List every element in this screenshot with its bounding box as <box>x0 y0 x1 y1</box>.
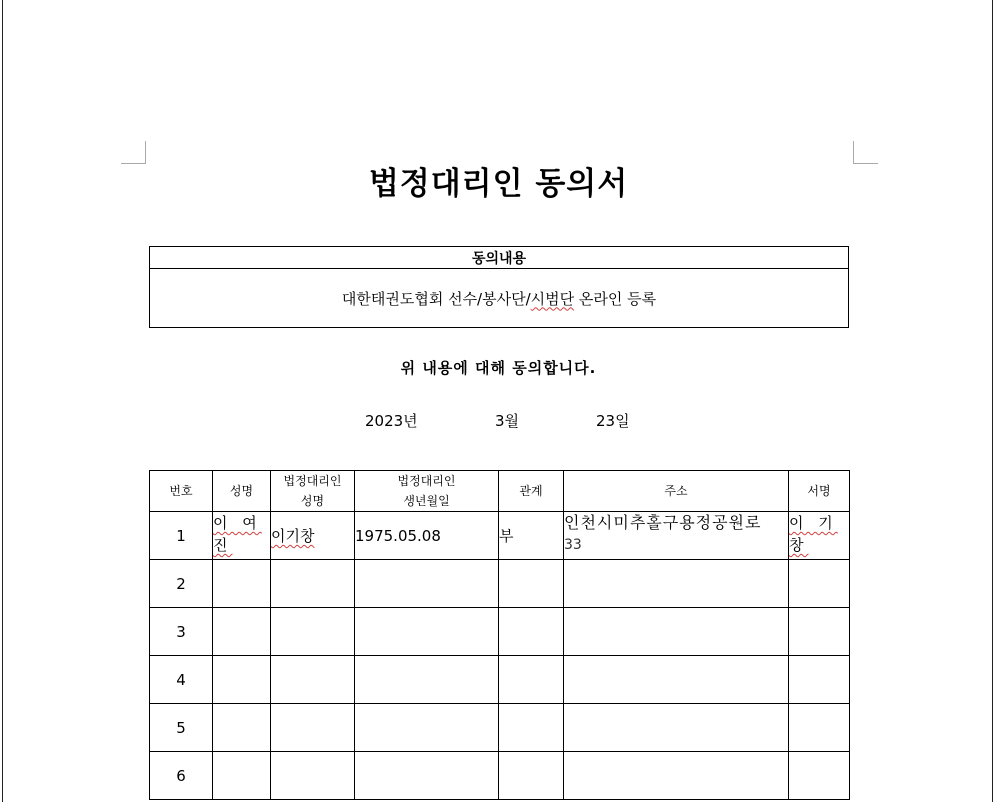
cell-number[interactable]: 5 <box>150 704 213 752</box>
cell-number[interactable]: 1 <box>150 512 213 560</box>
cell-name[interactable] <box>213 512 271 560</box>
cell-guardian-name[interactable] <box>271 608 355 656</box>
cell-name[interactable] <box>213 608 271 656</box>
cell-guardian-birth[interactable] <box>355 608 499 656</box>
cell-guardian-birth[interactable]: 1975.05.08 <box>355 512 499 560</box>
cell-signature[interactable] <box>789 512 850 560</box>
header-number: 번호 <box>150 471 213 512</box>
cell-relation[interactable] <box>499 752 564 800</box>
cell-address[interactable] <box>564 752 789 800</box>
header-address: 주소 <box>564 471 789 512</box>
table-row <box>150 704 850 752</box>
cell-signature[interactable] <box>789 656 850 704</box>
cell-address-line1: 인천시미추홀구용정공원로 <box>564 513 762 532</box>
cell-address-line2: 33 <box>564 537 582 553</box>
guardian-roster-table <box>149 470 850 800</box>
table-row <box>150 752 850 800</box>
cell-guardian-birth[interactable] <box>355 704 499 752</box>
header-guardian-birth <box>355 471 499 512</box>
cell-guardian-name-text: 이기창 <box>271 527 315 545</box>
table-row <box>150 608 850 656</box>
agreement-text[interactable]: 위 내용에 대해 동의합니다. <box>400 359 597 377</box>
cell-name[interactable] <box>213 752 271 800</box>
cell-address[interactable] <box>564 704 789 752</box>
cell-signature[interactable] <box>789 608 850 656</box>
cell-address[interactable] <box>564 560 789 608</box>
cell-guardian-name[interactable] <box>271 704 355 752</box>
cell-signature[interactable] <box>789 752 850 800</box>
cell-guardian-name[interactable] <box>271 656 355 704</box>
cell-relation[interactable] <box>499 656 564 704</box>
cell-name-text: 이 여 진 <box>213 514 262 554</box>
header-signature: 서명 <box>789 471 850 512</box>
header-name: 성명 <box>213 471 271 512</box>
table-row <box>150 656 850 704</box>
date-month[interactable]: 3월 <box>495 412 520 430</box>
cell-relation[interactable] <box>499 608 564 656</box>
cell-address[interactable] <box>564 656 789 704</box>
cell-guardian-birth[interactable] <box>355 560 499 608</box>
table-header-row <box>150 471 850 512</box>
cell-guardian-name[interactable] <box>271 512 355 560</box>
cell-signature[interactable] <box>789 560 850 608</box>
date-day[interactable]: 23일 <box>596 412 630 430</box>
consent-content-highlight: 시범단 <box>530 289 575 308</box>
cell-number[interactable]: 3 <box>150 608 213 656</box>
cell-address[interactable] <box>564 608 789 656</box>
consent-content-suffix: 온라인 등록 <box>574 289 657 308</box>
cell-guardian-birth[interactable] <box>355 752 499 800</box>
date-year[interactable]: 2023년 <box>365 412 418 430</box>
consent-content-box <box>149 246 849 328</box>
cell-name[interactable] <box>213 656 271 704</box>
cell-name[interactable] <box>213 560 271 608</box>
cell-number[interactable]: 6 <box>150 752 213 800</box>
header-guardian-name <box>271 471 355 512</box>
cell-relation[interactable] <box>499 560 564 608</box>
cell-relation[interactable]: 부 <box>499 512 564 560</box>
cell-name[interactable] <box>213 704 271 752</box>
document-title[interactable]: 법정대리인 동의서 <box>368 166 629 202</box>
cell-relation[interactable] <box>499 704 564 752</box>
cell-signature[interactable] <box>789 704 850 752</box>
cell-signature-text: 이 기 창 <box>789 514 838 554</box>
header-guardian-birth-line1: 법정대리인 <box>397 474 456 488</box>
cell-number[interactable]: 2 <box>150 560 213 608</box>
consent-header[interactable]: 동의내용 <box>150 247 849 269</box>
cell-guardian-name[interactable] <box>271 752 355 800</box>
cell-address[interactable] <box>564 512 789 560</box>
cell-guardian-birth[interactable] <box>355 656 499 704</box>
header-guardian-name-line2: 성명 <box>300 494 325 508</box>
table-row <box>150 560 850 608</box>
header-guardian-birth-line2: 생년월일 <box>403 494 450 508</box>
cell-guardian-name[interactable] <box>271 560 355 608</box>
consent-content-prefix: 대한태권도협회 선수/봉사단/ <box>341 289 531 308</box>
consent-content[interactable] <box>150 269 849 328</box>
table-row <box>150 512 850 560</box>
header-guardian-name-line1: 법정대리인 <box>283 474 342 488</box>
header-relation: 관계 <box>499 471 564 512</box>
cell-number[interactable]: 4 <box>150 656 213 704</box>
